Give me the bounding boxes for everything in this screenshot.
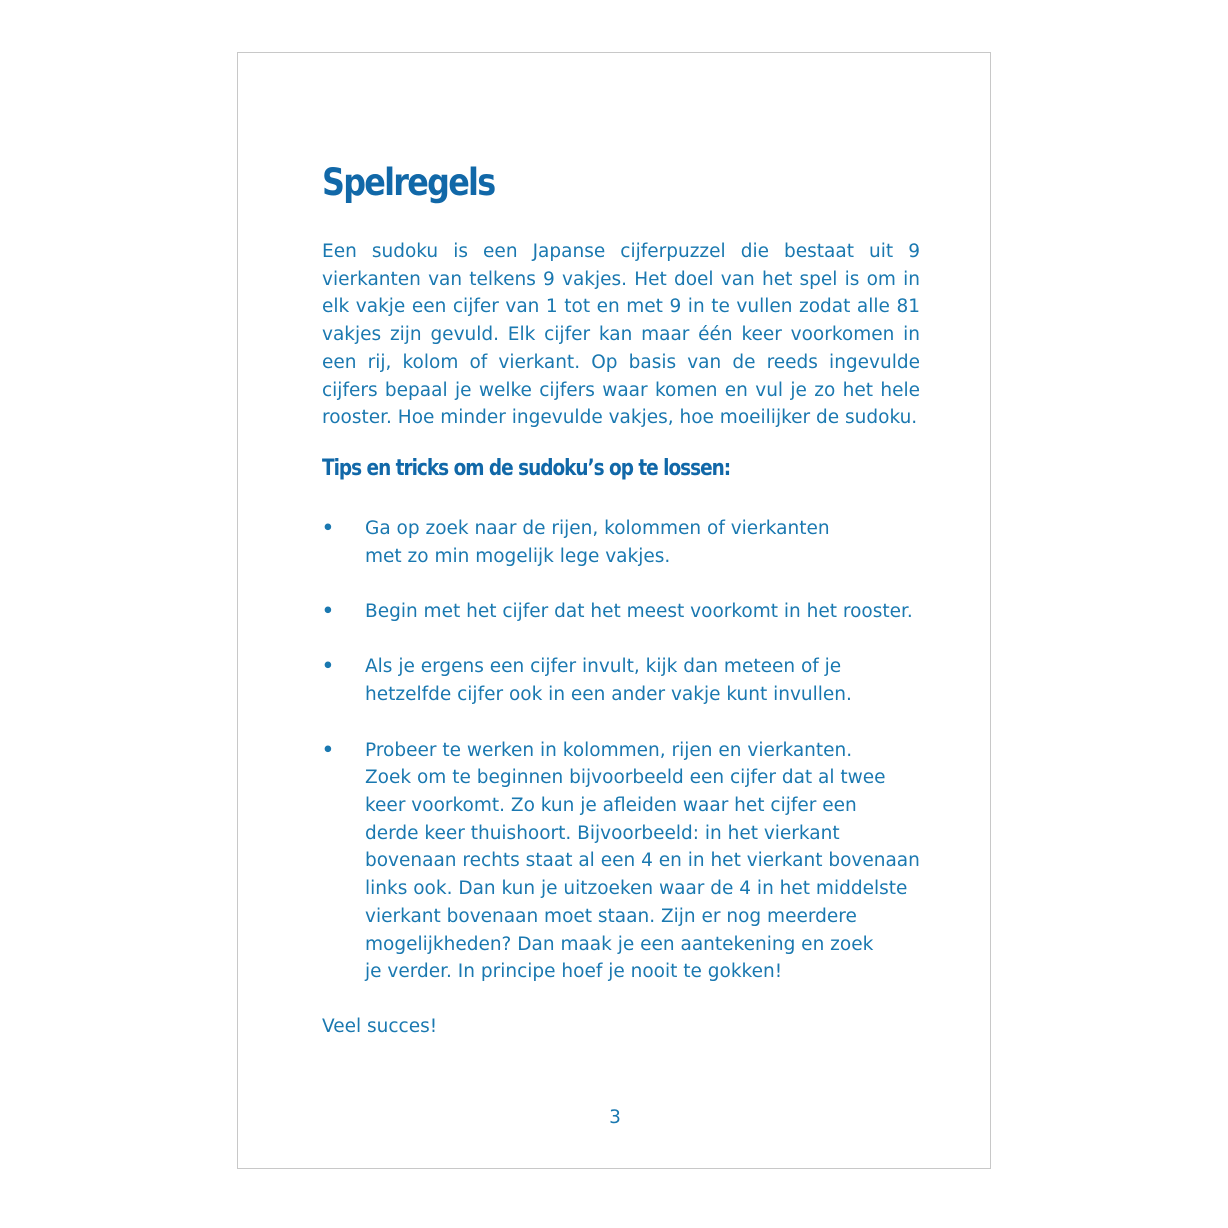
tip-line: links ook. Dan kun je uitzoeken waar de 4 in het middelste: [365, 878, 908, 900]
tip-line: je verder. In principe hoef je nooit te gokken!: [365, 961, 783, 983]
tip-item: [322, 737, 920, 986]
tip-item: [322, 653, 920, 708]
tip-line: vierkant bovenaan moet staan. Zijn er nog meerdere: [365, 905, 857, 927]
tips-list: [322, 515, 920, 1014]
tip-line: Zoek om te beginnen bijvoorbeeld een cijfer dat al twee: [365, 767, 886, 789]
page-title: Spelregels: [322, 161, 495, 204]
tip-line: Begin met het cijfer dat het meest voorkomt in het rooster.: [365, 601, 913, 623]
tip-line: keer voorkomt. Zo kun je afleiden waar het cijfer een: [365, 794, 857, 816]
tip-line: Ga op zoek naar de rijen, kolommen of vierkanten: [365, 518, 830, 539]
tip-line: met zo min mogelijk lege vakjes.: [365, 545, 671, 567]
tip-line: Als je ergens een cijfer invult, kijk dan meteen of je: [365, 656, 842, 678]
closing-text: Veel succes!: [322, 1016, 438, 1037]
tip-line: Probeer te werken in kolommen, rijen en vierkanten.: [365, 739, 853, 761]
tip-line: derde keer thuishoort. Bijvoorbeeld: in het vierkant: [365, 822, 840, 844]
tip-item: [322, 598, 920, 626]
bullet-icon: •: [322, 601, 334, 623]
intro-paragraph: Een sudoku is een Japanse cijferpuzzel die bestaat uit 9 vierkanten van telkens 9 vakjes. Het doel van het spel is om in elk vakje een cijfer van 1 tot en met 9 in te vullen zodat alle 81 vakjes zijn gevuld. Elk cijfer kan maar één keer voorkomen in een rij, kolom of vierkant. Op basis van de reeds ingevulde cijfers bepaal je welke cijfers waar komen en vul je zo het hele rooster. Hoe minder ingevulde vakjes, hoe moeilijker de sudoku.: [322, 241, 920, 429]
bullet-icon: •: [322, 656, 334, 678]
book-page: [237, 52, 991, 1169]
tip-line: bovenaan rechts staat al een 4 en in het vierkant bovenaan: [365, 850, 920, 872]
tips-heading: Tips en tricks om de sudoku’s op te lossen:: [322, 456, 731, 481]
tip-line: mogelijkheden? Dan maak je een aantekening en zoek: [365, 933, 874, 955]
tip-line: hetzelfde cijfer ook in een ander vakje kunt invullen.: [365, 684, 852, 706]
tip-item: [322, 515, 920, 570]
page-number: 3: [609, 1107, 621, 1128]
bullet-icon: •: [322, 739, 334, 761]
bullet-icon: •: [322, 518, 334, 539]
